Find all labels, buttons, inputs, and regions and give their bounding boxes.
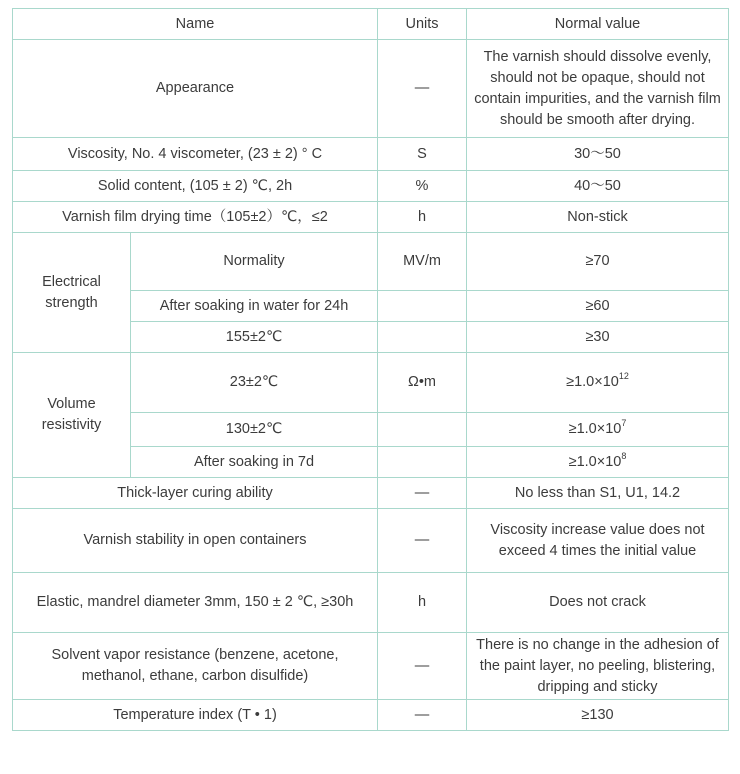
value-base: ≥1.0×10	[568, 421, 622, 437]
row-name: Viscosity, No. 4 viscometer, (23 ± 2) ° C	[13, 138, 378, 171]
value-exponent: 7	[621, 418, 627, 429]
row-name: Elastic, mandrel diameter 3mm, 150 ± 2 ℃, ≥30h	[13, 573, 378, 633]
row-unit: —	[378, 478, 467, 509]
table-row	[13, 700, 729, 731]
row-unit	[378, 413, 467, 447]
row-name: 23±2℃	[131, 353, 378, 413]
row-value	[467, 447, 729, 478]
group-label-electrical-strength: Electrical strength	[13, 233, 131, 353]
value-exponent: 12	[618, 371, 629, 382]
row-unit: %	[378, 171, 467, 202]
row-unit: S	[378, 138, 467, 171]
row-unit: —	[378, 633, 467, 700]
row-value: Does not crack	[467, 573, 729, 633]
table-row	[13, 478, 729, 509]
row-unit	[378, 322, 467, 353]
row-unit: —	[378, 509, 467, 573]
row-value: Viscosity increase value does not exceed 4 times the initial value	[467, 509, 729, 573]
row-name: After soaking in 7d	[131, 447, 378, 478]
row-value	[467, 353, 729, 413]
row-unit	[378, 447, 467, 478]
row-name: Appearance	[13, 40, 378, 138]
row-unit: h	[378, 573, 467, 633]
row-value: 40～50	[467, 171, 729, 202]
row-unit	[378, 291, 467, 322]
row-name: Solid content, (105 ± 2) ℃, 2h	[13, 171, 378, 202]
header-row	[13, 9, 729, 40]
specification-table	[12, 8, 729, 731]
table-row	[13, 40, 729, 138]
row-name: 155±2℃	[131, 322, 378, 353]
table-row	[13, 353, 729, 413]
row-name: Varnish stability in open containers	[13, 509, 378, 573]
row-name: Normality	[131, 233, 378, 291]
value-base: ≥1.0×10	[568, 453, 622, 470]
row-name: After soaking in water for 24h	[131, 291, 378, 322]
table-row	[13, 171, 729, 202]
header-normal-value: Normal value	[467, 9, 729, 40]
row-name: Temperature index (T • 1)	[13, 700, 378, 731]
row-value: The varnish should dissolve evenly, should not be opaque, should not contain impurities, and the varnish film should be smooth after drying.	[467, 40, 729, 138]
row-name: 130±2℃	[131, 413, 378, 447]
row-unit: MV/m	[378, 233, 467, 291]
row-value: Non-stick	[467, 202, 729, 233]
row-unit: —	[378, 700, 467, 731]
table-row	[13, 509, 729, 573]
value-base: ≥1.0×10	[566, 374, 619, 390]
header-units: Units	[378, 9, 467, 40]
table-row	[13, 573, 729, 633]
row-name: Varnish film drying time（105±2）℃，≤2	[13, 202, 378, 233]
row-value: ≥70	[467, 233, 729, 291]
row-unit: h	[378, 202, 467, 233]
table-row	[13, 633, 729, 700]
row-value: 30～50	[467, 138, 729, 171]
row-value: ≥130	[467, 700, 729, 731]
group-label-volume-resistivity: Volume resistivity	[13, 353, 131, 478]
row-unit: —	[378, 40, 467, 138]
table-row	[13, 138, 729, 171]
table-row	[13, 233, 729, 291]
row-unit: Ω•m	[378, 353, 467, 413]
value-exponent: 8	[621, 450, 627, 461]
table-row	[13, 202, 729, 233]
row-value: There is no change in the adhesion of the paint layer, no peeling, blistering, dripping and sticky	[467, 633, 729, 700]
row-value: No less than S1, U1, 14.2	[467, 478, 729, 509]
row-name: Thick-layer curing ability	[13, 478, 378, 509]
row-value	[467, 413, 729, 447]
header-name: Name	[13, 9, 378, 40]
row-value: ≥30	[467, 322, 729, 353]
row-name: Solvent vapor resistance (benzene, acetone, methanol, ethane, carbon disulfide)	[13, 633, 378, 700]
row-value: ≥60	[467, 291, 729, 322]
